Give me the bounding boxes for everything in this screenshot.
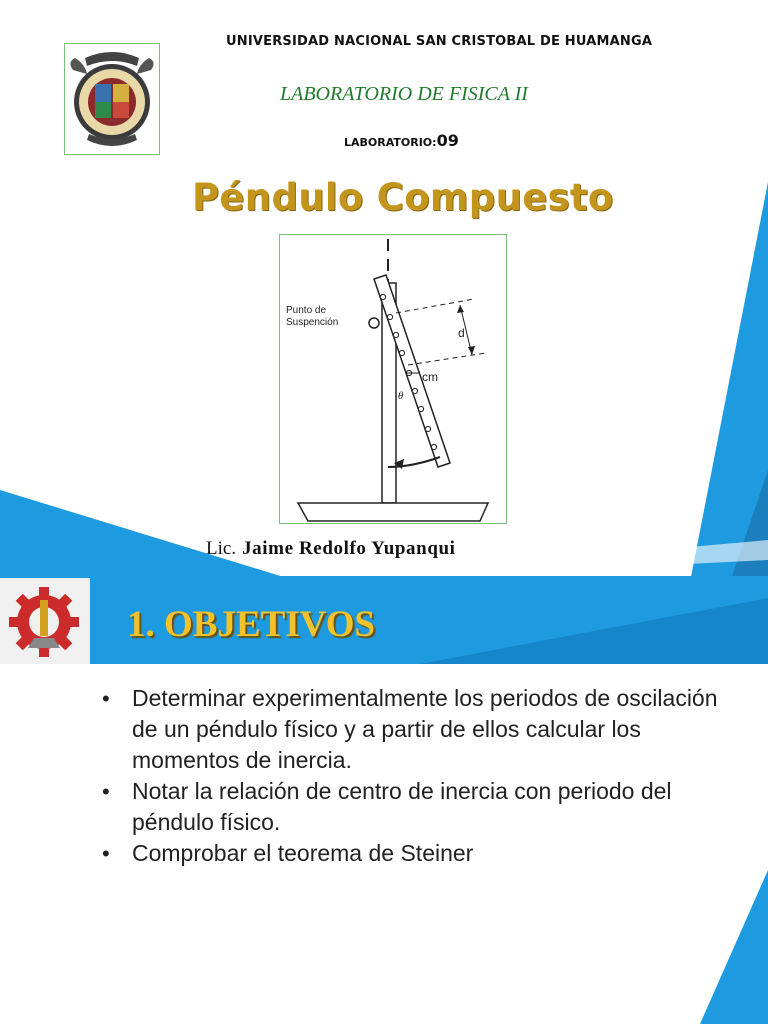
suspension-label-line1: Punto de [286, 305, 327, 316]
suspension-pivot [369, 318, 379, 328]
lab-title: LABORATORIO DE FISICA II [280, 83, 528, 105]
bottom-right-blue-wedge [700, 870, 768, 1024]
university-name: UNIVERSIDAD NACIONAL SAN CRISTOBAL DE HUAMANGA [226, 34, 653, 49]
cm-label: cm [422, 370, 438, 384]
lab-number-label: LABORATORIO: [344, 136, 437, 149]
faculty-logo-frame [0, 578, 90, 664]
top-left-blue-band [0, 490, 300, 582]
suspension-label-line2: Suspención [286, 317, 339, 328]
angle-label: θ [398, 390, 404, 402]
lab-number [344, 131, 459, 150]
objectives-list [100, 683, 720, 869]
author-name: Jaime Redolfo Yupanqui [242, 538, 456, 559]
section-title-objectives: 1. OBJETIVOS [127, 604, 376, 645]
stand-base [298, 503, 488, 521]
objective-item: • Comprobar el teorema de Steiner [100, 838, 720, 869]
main-title: Péndulo Compuesto [192, 176, 614, 219]
pendulum-diagram [280, 235, 506, 523]
lab-number-value: 09 [436, 131, 459, 150]
pendulum-figure [279, 234, 507, 524]
author-prefix: Lic. [206, 538, 237, 559]
objective-item: • Determinar experimentalmente los periodos de oscilación de un péndulo físico y a partir de ellos calcular los momentos de inercia. [100, 683, 720, 776]
distance-label: d [458, 326, 465, 340]
university-seal-icon [65, 44, 159, 154]
faculty-gear-logo-icon [0, 578, 90, 664]
university-seal-frame [64, 43, 160, 155]
author [206, 538, 456, 560]
objective-item: • Notar la relación de centro de inercia con periodo del péndulo físico. [100, 776, 720, 838]
